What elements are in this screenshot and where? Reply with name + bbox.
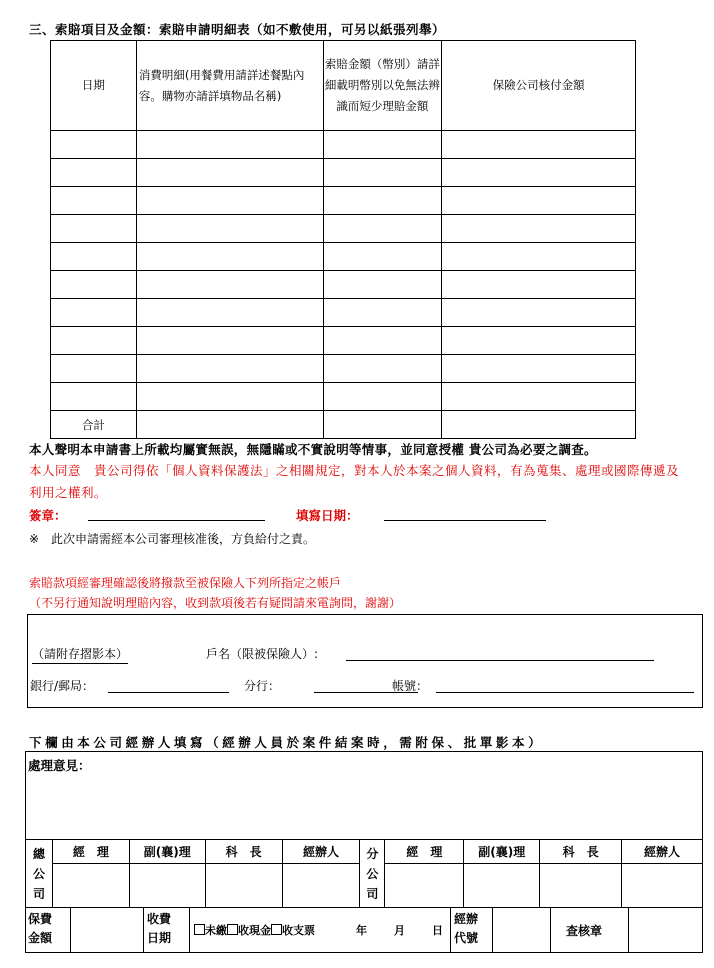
signoff-cell[interactable] bbox=[129, 864, 205, 908]
account-name-field[interactable] bbox=[346, 646, 654, 661]
date-unit-day: 日 bbox=[432, 924, 443, 937]
claim-cell[interactable] bbox=[323, 131, 442, 159]
head-office-label bbox=[26, 840, 53, 908]
claim-cell[interactable] bbox=[136, 187, 323, 215]
office-section-title: 下欄由本公司經辦人填寫（經辦人員於案件結案時，需附保、批單影本） bbox=[29, 735, 545, 750]
insured-amount-field[interactable] bbox=[71, 908, 143, 952]
claim-cell[interactable] bbox=[51, 131, 137, 159]
claim-cell[interactable] bbox=[323, 271, 442, 299]
claim-row bbox=[51, 215, 636, 243]
claim-cell[interactable] bbox=[323, 299, 442, 327]
header-details: 消費明細(用餐費用請詳述餐點內容。購物亦請詳填物品名稱) bbox=[136, 41, 323, 131]
branch-office-label bbox=[360, 840, 385, 908]
branch-office-text: 分公司 bbox=[366, 846, 379, 901]
claim-cell[interactable] bbox=[51, 299, 137, 327]
claim-cell[interactable] bbox=[136, 215, 323, 243]
claim-cell[interactable] bbox=[442, 327, 636, 355]
privacy-consent-text: 本人同意 貴公司得依「個人資料保護法」之相關規定，對本人於本案之個人資料，有為蒐集、處理或國際傳遞及利用之權利。 bbox=[29, 463, 680, 500]
divider bbox=[189, 908, 190, 952]
claim-cell[interactable] bbox=[442, 159, 636, 187]
payment-options bbox=[194, 922, 315, 938]
claim-cell[interactable] bbox=[51, 187, 137, 215]
claim-cell[interactable] bbox=[136, 299, 323, 327]
bank-field[interactable] bbox=[108, 678, 229, 693]
claim-cell[interactable] bbox=[323, 159, 442, 187]
signoff-cell[interactable] bbox=[205, 864, 282, 908]
total-cell[interactable] bbox=[136, 411, 323, 439]
role-header: 經 理 bbox=[52, 840, 129, 864]
claim-row bbox=[51, 159, 636, 187]
claim-cell[interactable] bbox=[51, 383, 137, 411]
account-no-field[interactable] bbox=[436, 678, 694, 693]
claim-cell[interactable] bbox=[323, 187, 442, 215]
date-field[interactable] bbox=[384, 506, 546, 521]
role-header: 科 長 bbox=[540, 840, 622, 864]
bank-account-box bbox=[27, 614, 703, 708]
claim-row bbox=[51, 187, 636, 215]
branch-label: 分行： bbox=[244, 679, 281, 693]
header-date: 日期 bbox=[51, 41, 137, 131]
claim-cell[interactable] bbox=[442, 299, 636, 327]
role-header: 經辦人 bbox=[622, 840, 703, 864]
signoff-cell[interactable] bbox=[282, 864, 360, 908]
role-header: 科 長 bbox=[205, 840, 282, 864]
claim-row bbox=[51, 243, 636, 271]
date-unit-month: 月 bbox=[394, 924, 405, 937]
divider bbox=[450, 908, 451, 952]
handler-code-field[interactable] bbox=[493, 908, 551, 952]
claim-cell[interactable] bbox=[136, 131, 323, 159]
claim-cell[interactable] bbox=[51, 327, 137, 355]
claim-cell[interactable] bbox=[323, 215, 442, 243]
claim-cell[interactable] bbox=[136, 243, 323, 271]
claim-cell[interactable] bbox=[323, 327, 442, 355]
section-title: 三、索賠項目及金額：索賠申請明細表（如不敷使用，可另以紙張列舉） bbox=[29, 22, 446, 37]
signoff-cell[interactable] bbox=[622, 864, 703, 908]
approvals-table bbox=[25, 839, 703, 908]
claim-cell[interactable] bbox=[442, 187, 636, 215]
claim-row bbox=[51, 131, 636, 159]
header-approved: 保險公司核付金額 bbox=[442, 41, 636, 131]
payment-option-label: 收支票 bbox=[282, 924, 315, 937]
header-amount: 索賠金額（幣別）請詳細載明幣別以免無法辨識而短少理賠金額 bbox=[323, 41, 442, 131]
total-cell[interactable] bbox=[442, 411, 636, 439]
checkbox-icon[interactable] bbox=[271, 924, 282, 935]
claim-cell[interactable] bbox=[51, 243, 137, 271]
signoff-cell[interactable] bbox=[464, 864, 540, 908]
total-label: 合計 bbox=[51, 411, 137, 439]
checkbox-icon[interactable] bbox=[194, 924, 205, 935]
insured-amount-label: 保費金額 bbox=[28, 912, 53, 945]
claim-cell[interactable] bbox=[442, 355, 636, 383]
payment-option-label: 未繳 bbox=[205, 924, 227, 937]
divider bbox=[550, 908, 551, 952]
audit-stamp-label: 查核章 bbox=[566, 924, 603, 938]
payment-note-2: （不另行通知說明理賠內容，收到款項後若有疑問請來電詢問，謝謝） bbox=[29, 596, 402, 610]
signoff-cell[interactable] bbox=[385, 864, 464, 908]
approval-note: ※ 此次申請需經本公司審理核准後，方負給付之責。 bbox=[29, 532, 316, 546]
role-header: 經 理 bbox=[385, 840, 464, 864]
claim-cell[interactable] bbox=[442, 243, 636, 271]
claim-row bbox=[51, 271, 636, 299]
claim-cell[interactable] bbox=[323, 355, 442, 383]
claim-cell[interactable] bbox=[51, 215, 137, 243]
account-no-label: 帳號： bbox=[392, 679, 429, 693]
fee-row bbox=[25, 907, 703, 953]
claim-cell[interactable] bbox=[136, 327, 323, 355]
claim-row bbox=[51, 299, 636, 327]
role-header: 經辦人 bbox=[282, 840, 360, 864]
received-date-label: 收費日期 bbox=[147, 912, 172, 945]
claim-cell[interactable] bbox=[51, 159, 137, 187]
role-header: 副(襄)理 bbox=[464, 840, 540, 864]
signature-label: 簽章： bbox=[29, 508, 67, 523]
passbook-note: （請附存摺影本） bbox=[32, 645, 128, 664]
date-label: 填寫日期： bbox=[296, 508, 359, 523]
claim-row bbox=[51, 327, 636, 355]
divider bbox=[143, 908, 144, 952]
claim-cell[interactable] bbox=[136, 355, 323, 383]
claim-cell[interactable] bbox=[136, 159, 323, 187]
claim-cell[interactable] bbox=[323, 383, 442, 411]
claim-cell[interactable] bbox=[442, 215, 636, 243]
claim-row bbox=[51, 355, 636, 383]
claim-cell[interactable] bbox=[136, 271, 323, 299]
signature-field[interactable] bbox=[88, 506, 265, 521]
claim-cell[interactable] bbox=[442, 131, 636, 159]
claim-cell[interactable] bbox=[136, 383, 323, 411]
claim-row bbox=[51, 383, 636, 411]
date-unit-year: 年 bbox=[356, 924, 367, 937]
total-cell[interactable] bbox=[323, 411, 442, 439]
payment-note-1: 索賠款項經審理確認後將撥款至被保險人下列所指定之帳戶 bbox=[29, 576, 342, 590]
office-opinion-box[interactable] bbox=[25, 751, 703, 840]
claims-header-row bbox=[51, 41, 636, 131]
signoff-cell[interactable] bbox=[540, 864, 622, 908]
declaration-text: 本人聲明本申請書上所載均屬實無誤，無隱瞞或不實說明等情事，並同意授權 貴公司為必要之調查。 bbox=[29, 442, 597, 457]
role-header: 副(襄)理 bbox=[129, 840, 205, 864]
audit-stamp-field[interactable] bbox=[629, 908, 702, 952]
account-name-label: 戶名（限被保險人）: bbox=[206, 647, 319, 661]
claims-table bbox=[50, 40, 636, 439]
bank-label: 銀行/郵局： bbox=[30, 679, 95, 693]
claim-cell[interactable] bbox=[442, 271, 636, 299]
claim-cell[interactable] bbox=[51, 355, 137, 383]
checkbox-icon[interactable] bbox=[227, 924, 238, 935]
claim-cell[interactable] bbox=[323, 243, 442, 271]
opinion-label: 處理意見： bbox=[28, 758, 91, 773]
signoff-cell[interactable] bbox=[52, 864, 129, 908]
claim-cell[interactable] bbox=[442, 383, 636, 411]
total-row bbox=[51, 411, 636, 439]
handler-code-label: 經辦代號 bbox=[454, 912, 479, 945]
claim-cell[interactable] bbox=[51, 271, 137, 299]
head-office-text: 總公司 bbox=[32, 846, 45, 901]
payment-option-label: 收現金 bbox=[238, 924, 271, 937]
